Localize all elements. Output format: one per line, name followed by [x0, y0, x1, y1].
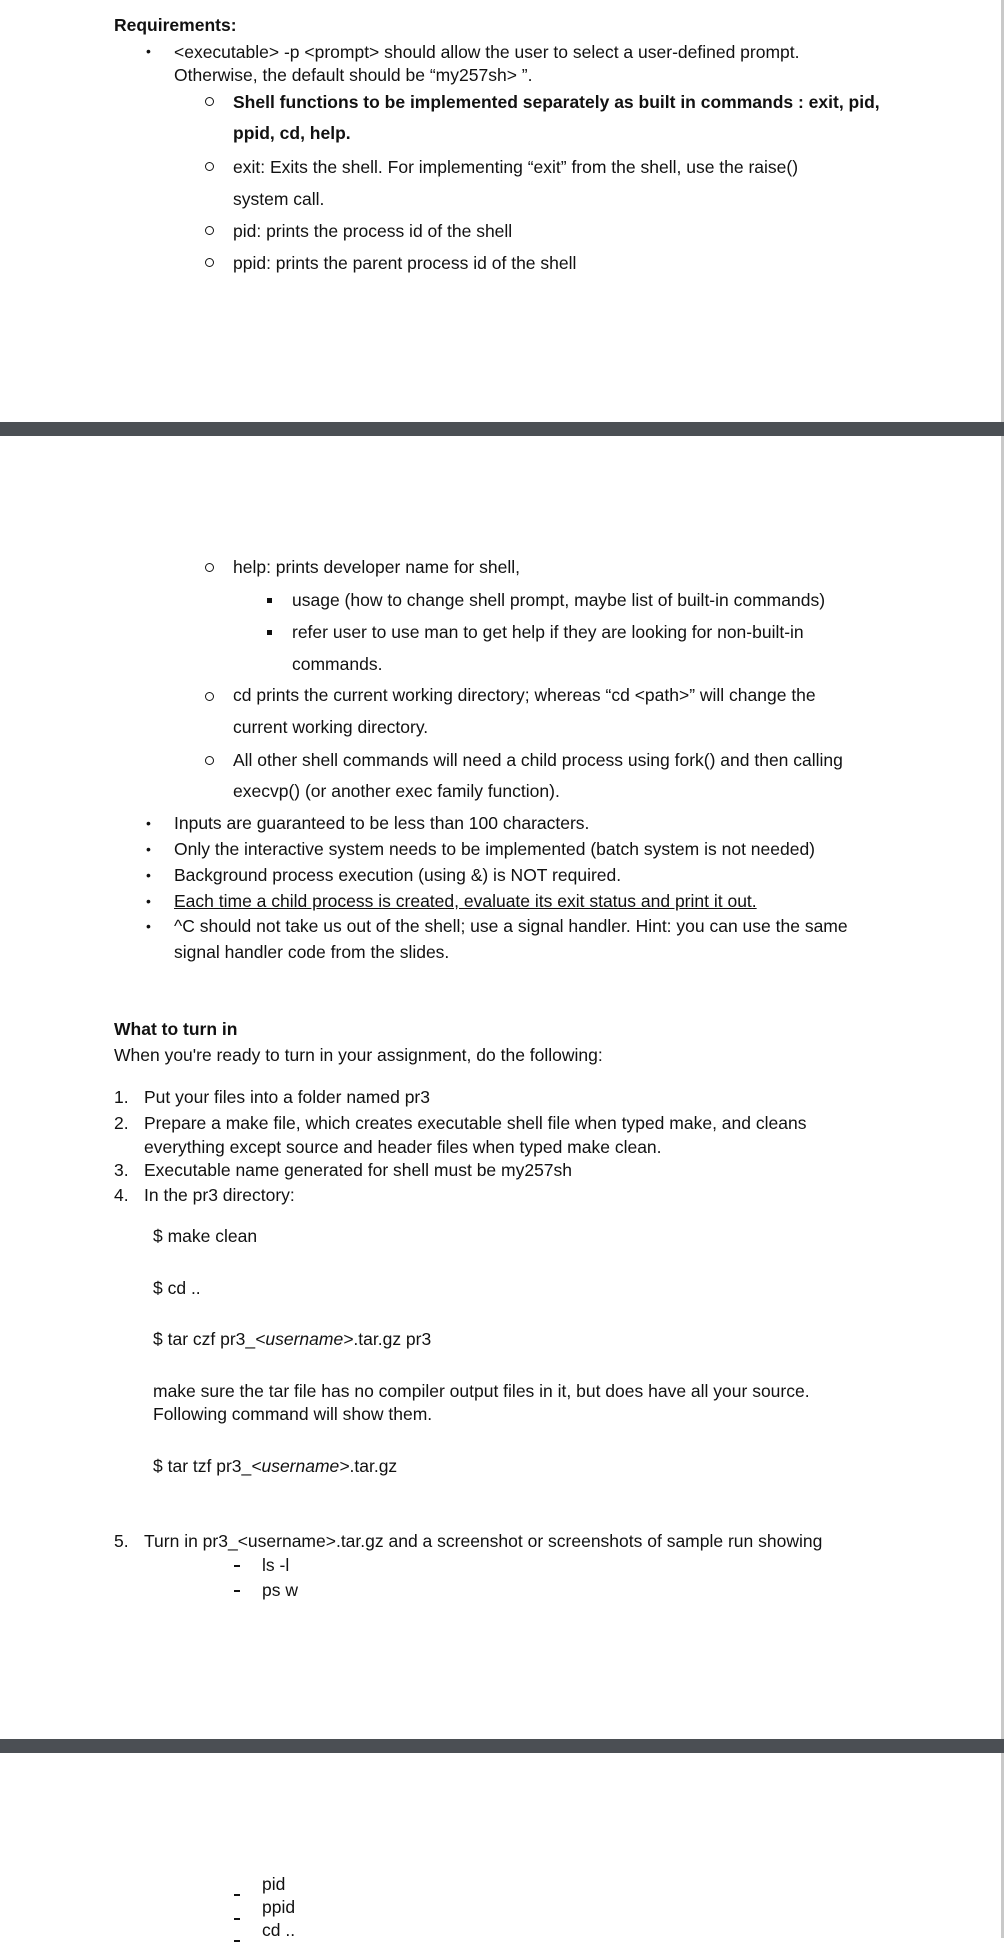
square-bullet-icon — [267, 630, 272, 635]
command-text: $ tar tzf pr3_ — [153, 1456, 252, 1476]
circle-bullet-icon — [205, 162, 214, 171]
command-tar-list — [153, 1455, 397, 1477]
help-sub-text: usage (how to change shell prompt, maybe list of built-in commands) — [292, 590, 826, 610]
circle-bullet-icon — [205, 258, 214, 267]
username-placeholder: <username> — [255, 1329, 354, 1349]
dash-bullet-icon — [234, 1565, 240, 1567]
command-tar-create — [153, 1328, 431, 1350]
sub-bullet-text: ppid, cd, help. — [233, 123, 351, 143]
dash-item-text: pid — [262, 1874, 286, 1894]
username-placeholder: <username> — [251, 1456, 350, 1476]
step-number: 1. — [114, 1087, 129, 1107]
command-cd-up: $ cd .. — [153, 1278, 201, 1298]
bullet-dot: • — [146, 841, 151, 857]
circle-bullet-icon — [205, 97, 214, 106]
sub-bullet-text: system call. — [233, 189, 325, 209]
step-text: Turn in pr3_<username>.tar.gz and a screenshot or screenshots of sample run showing — [144, 1531, 823, 1551]
step-number: 3. — [114, 1160, 129, 1180]
bullet-dot: • — [146, 918, 151, 934]
cd-text: cd prints the current working directory; whereas “cd <path>” will change the — [233, 685, 816, 705]
bullet-dot: • — [146, 43, 151, 59]
bullet-text: signal handler code from the slides. — [174, 942, 450, 962]
page-separator-1 — [0, 422, 1004, 436]
turnin-heading: What to turn in — [114, 1019, 238, 1039]
step-text: Put your files into a folder named pr3 — [144, 1087, 430, 1107]
bullet-text: Only the interactive system needs to be implemented (batch system is not needed) — [174, 839, 816, 859]
dash-item-text: ppid — [262, 1897, 296, 1917]
sub-bullet-text: ppid: prints the parent process id of the shell — [233, 253, 577, 273]
sub-bullet-text: exit: Exits the shell. For implementing “exit” from the shell, use the raise() — [233, 157, 799, 177]
sub-bullet-text: Shell functions to be implemented separately as built in commands : exit, pid, — [233, 92, 880, 112]
step-number: 4. — [114, 1185, 129, 1205]
dash-bullet-icon — [234, 1940, 240, 1942]
command-text: .tar.gz — [349, 1456, 398, 1476]
bullet-text: Background process execution (using &) is NOT required. — [174, 865, 622, 885]
command-text: $ tar czf pr3_ — [153, 1329, 256, 1349]
circle-bullet-icon — [205, 756, 214, 765]
bullet-dot: • — [146, 815, 151, 831]
other-commands-text: All other shell commands will need a child process using fork() and then calling — [233, 750, 843, 770]
help-sub-text: refer user to use man to get help if they are looking for non-built-in — [292, 622, 804, 642]
bullet-text: Otherwise, the default should be “my257sh> ”. — [174, 65, 533, 85]
step-number: 5. — [114, 1531, 129, 1551]
dash-bullet-icon — [234, 1918, 240, 1920]
dash-item-text: ls -l — [262, 1555, 290, 1575]
step-text: Prepare a make file, which creates executable shell file when typed make, and cleans — [144, 1113, 807, 1133]
dash-bullet-icon — [234, 1894, 240, 1896]
dash-bullet-icon — [234, 1590, 240, 1592]
square-bullet-icon — [267, 598, 272, 603]
circle-bullet-icon — [205, 692, 214, 701]
page-separator-2 — [0, 1739, 1004, 1753]
command-make-clean: $ make clean — [153, 1226, 258, 1246]
bullet-text: Each time a child process is created, evaluate its exit status and print it out. — [174, 891, 757, 911]
requirements-heading: Requirements: — [114, 15, 237, 35]
help-text: help: prints developer name for shell, — [233, 557, 520, 577]
step-text: everything except source and header files when typed make clean. — [144, 1137, 662, 1157]
note-text: Following command will show them. — [153, 1404, 433, 1424]
bullet-text: <executable> -p <prompt> should allow the user to select a user-defined prompt. — [174, 42, 800, 62]
circle-bullet-icon — [205, 226, 214, 235]
bullet-dot: • — [146, 867, 151, 883]
bullet-text: ^C should not take us out of the shell; use a signal handler. Hint: you can use the same — [174, 916, 848, 936]
sub-bullet-text: pid: prints the process id of the shell — [233, 221, 513, 241]
note-text: make sure the tar file has no compiler output files in it, but does have all your source. — [153, 1381, 810, 1401]
bullet-dot: • — [146, 893, 151, 909]
step-number: 2. — [114, 1113, 129, 1133]
other-commands-text: execvp() (or another exec family function). — [233, 781, 560, 801]
turnin-intro: When you're ready to turn in your assignment, do the following: — [114, 1045, 603, 1065]
cd-text: current working directory. — [233, 717, 429, 737]
step-text: In the pr3 directory: — [144, 1185, 295, 1205]
command-text: .tar.gz pr3 — [353, 1329, 432, 1349]
dash-item-text: ps w — [262, 1580, 298, 1600]
bullet-text: Inputs are guaranteed to be less than 100 characters. — [174, 813, 590, 833]
step-text: Executable name generated for shell must be my257sh — [144, 1160, 573, 1180]
circle-bullet-icon — [205, 563, 214, 572]
dash-item-text: cd .. — [262, 1920, 296, 1940]
help-sub-text: commands. — [292, 654, 383, 674]
